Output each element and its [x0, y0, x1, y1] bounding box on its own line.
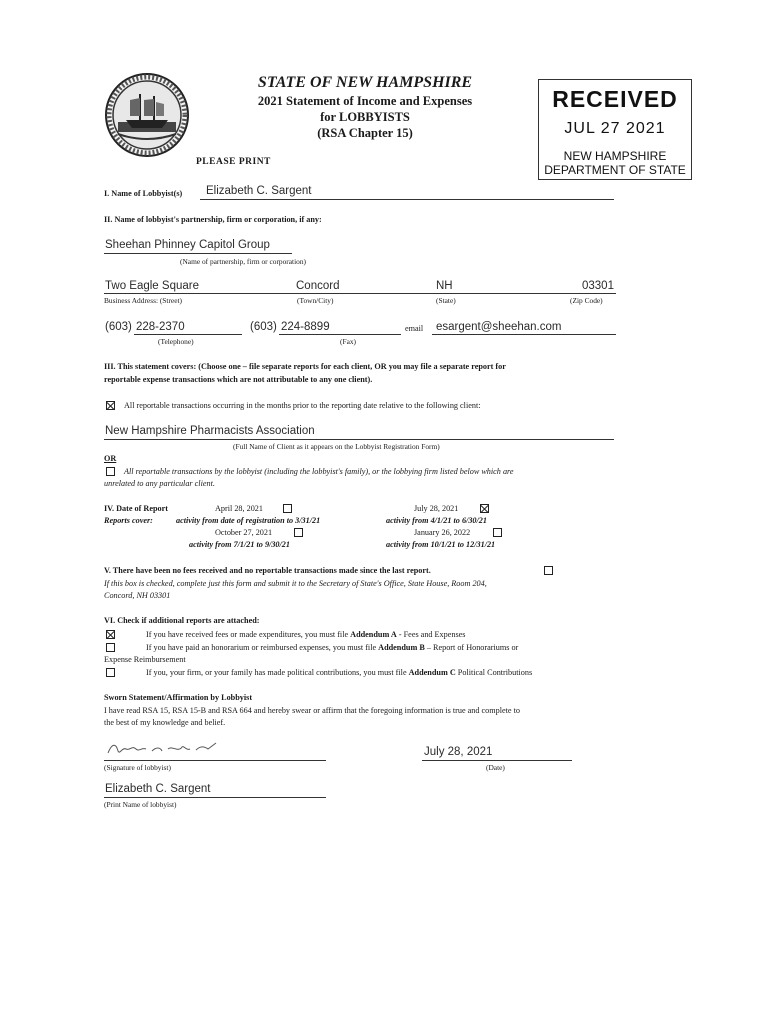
- lobbyist-name-label: I. Name of Lobbyist(s): [104, 189, 183, 198]
- print-name-caption: (Print Name of lobbyist): [104, 800, 177, 809]
- town-value[interactable]: Concord: [296, 280, 340, 292]
- client-option-checkbox[interactable]: [106, 401, 115, 410]
- signature-caption: (Signature of lobbyist): [104, 763, 171, 772]
- january-activity: activity from 10/1/21 to 12/31/21: [386, 540, 496, 549]
- addendum-label: VI. Check if additional reports are attached:: [104, 616, 260, 625]
- zip-caption: (Zip Code): [570, 296, 603, 305]
- signature-line: [104, 760, 326, 761]
- firm-line: [104, 253, 292, 254]
- firm-caption: (Name of partnership, firm or corporation): [180, 257, 307, 266]
- phone-value[interactable]: 228-2370: [136, 321, 185, 333]
- email-value[interactable]: esargent@sheehan.com: [436, 321, 562, 333]
- addendum-c-post: Political Contributions: [457, 668, 533, 677]
- april-activity: activity from date of registration to 3/31/21: [176, 516, 321, 525]
- lobbyist-name-value[interactable]: Elizabeth C. Sargent: [206, 185, 312, 197]
- received-stamp: [538, 79, 692, 180]
- state-caption: (State): [436, 296, 456, 305]
- sworn-date-caption: (Date): [486, 763, 505, 772]
- addendum-b-name: Addendum B: [378, 643, 425, 652]
- addendum-c-pre: If you, your firm, or your family has made political contributions, you must file: [146, 668, 407, 677]
- addendum-a-text: [146, 631, 465, 639]
- addendum-a-post: - Fees and Expenses: [398, 630, 466, 639]
- print-name-value[interactable]: Elizabeth C. Sargent: [105, 783, 211, 795]
- july-activity: activity from 4/1/21 to 6/30/21: [386, 516, 487, 525]
- addendum-a-name: Addendum A: [350, 630, 397, 639]
- october-checkbox[interactable]: [294, 528, 303, 537]
- print-name-line: [104, 797, 326, 798]
- unrelated-option-text-1: All reportable transactions by the lobbyist (including the lobbyist's family), or the lobbying firm listed below which are: [124, 467, 514, 476]
- april-date: April 28, 2021: [215, 504, 263, 513]
- or-label: OR: [104, 454, 117, 463]
- fax-line: [279, 334, 401, 335]
- addendum-b-post: – Report of Honorariums or: [426, 643, 519, 652]
- fax-value[interactable]: 224-8899: [281, 321, 330, 333]
- received-label: RECEIVED: [552, 86, 678, 112]
- no-fees-instruction-2: Concord, NH 03301: [104, 591, 171, 600]
- street-value[interactable]: Two Eagle Square: [105, 280, 199, 292]
- form-title: STATE OF NEW HAMPSHIRE: [257, 74, 473, 91]
- october-date: October 27, 2021: [215, 528, 273, 537]
- fax-caption: (Fax): [340, 337, 357, 346]
- reports-cover-label: Reports cover:: [104, 516, 153, 525]
- unrelated-option-checkbox[interactable]: [106, 467, 115, 476]
- addendum-c-text: [146, 669, 532, 677]
- no-fees-instruction-1: If this box is checked, complete just this form and submit it to the Secretary of State's Office, State House, Room 204,: [104, 579, 487, 588]
- signature[interactable]: [106, 737, 226, 759]
- no-fees-statement: V. There have been no fees received and no reportable transactions made since the last report.: [104, 566, 431, 575]
- state-seal: [104, 72, 190, 158]
- addendum-b-text-2: Expense Reimbursement: [104, 655, 186, 664]
- client-name-caption: (Full Name of Client as it appears on the Lobbyist Registration Form): [233, 442, 440, 451]
- client-option-text: All reportable transactions occurring in the months prior to the reporting date relative to the following client:: [124, 401, 481, 410]
- phone-caption: (Telephone): [158, 337, 194, 346]
- january-checkbox[interactable]: [493, 528, 502, 537]
- sworn-date-line: [422, 760, 572, 761]
- form-subtitle: 2021 Statement of Income and Expenses: [257, 94, 473, 108]
- firm-label: II. Name of lobbyist's partnership, firm or corporation, if any:: [104, 215, 322, 224]
- addendum-c-name: Addendum C: [408, 668, 456, 677]
- please-print: PLEASE PRINT: [196, 157, 271, 167]
- street-caption: Business Address: (Street): [104, 296, 183, 305]
- phone-area: (603): [105, 321, 132, 333]
- addendum-b-pre: If you have paid an honorarium or reimbursed expenses, you must file: [146, 643, 377, 652]
- phone-line: [134, 334, 242, 335]
- coverage-label-2: reportable expense transactions which are not attributable to any one client).: [104, 375, 373, 384]
- email-label: email: [405, 324, 424, 333]
- addendum-b-checkbox[interactable]: [106, 643, 115, 652]
- sworn-statement-text-2: the best of my knowledge and belief.: [104, 718, 226, 727]
- client-name-value[interactable]: New Hampshire Pharmacists Association: [105, 425, 315, 437]
- email-line: [432, 334, 616, 335]
- fax-area: (603): [250, 321, 277, 333]
- addendum-b-text: [146, 644, 518, 652]
- april-checkbox[interactable]: [283, 504, 292, 513]
- addendum-a-pre: If you have received fees or made expenditures, you must file: [146, 630, 349, 639]
- january-date: January 26, 2022: [414, 528, 471, 537]
- july-date: July 28, 2021: [414, 504, 459, 513]
- town-caption: (Town/City): [297, 296, 334, 305]
- coverage-label-1: III. This statement covers: (Choose one – file separate reports for each client, OR you may file a separate report for: [104, 362, 506, 371]
- received-date: JUL 27 2021: [564, 120, 666, 137]
- unrelated-option-text-2: unrelated to any particular client.: [104, 479, 215, 488]
- zip-value[interactable]: 03301: [582, 280, 614, 292]
- firm-value[interactable]: Sheehan Phinney Capitol Group: [105, 239, 270, 251]
- sworn-statement-text-1: I have read RSA 15, RSA 15-B and RSA 664 and hereby swear or affirm that the foregoing information is true and complete to: [104, 706, 520, 715]
- form-subtitle-2: for LOBBYISTS: [320, 110, 410, 124]
- sworn-date-value[interactable]: July 28, 2021: [424, 746, 493, 758]
- sworn-statement-label: Sworn Statement/Affirmation by Lobbyist: [104, 693, 253, 702]
- july-checkbox[interactable]: [480, 504, 489, 513]
- stamp-line-1: NEW HAMPSHIRE: [563, 149, 667, 163]
- october-activity: activity from 7/1/21 to 9/30/21: [189, 540, 290, 549]
- address-line: [104, 293, 616, 294]
- date-of-report-label: IV. Date of Report: [104, 504, 168, 513]
- stamp-line-2: DEPARTMENT OF STATE: [544, 163, 686, 177]
- form-subtitle-3: (RSA Chapter 15): [317, 126, 413, 140]
- lobbyist-name-line: [200, 199, 614, 200]
- client-name-line: [104, 439, 614, 440]
- addendum-a-checkbox[interactable]: [106, 630, 115, 639]
- state-value[interactable]: NH: [436, 280, 453, 292]
- addendum-c-checkbox[interactable]: [106, 668, 115, 677]
- no-fees-checkbox[interactable]: [544, 566, 553, 575]
